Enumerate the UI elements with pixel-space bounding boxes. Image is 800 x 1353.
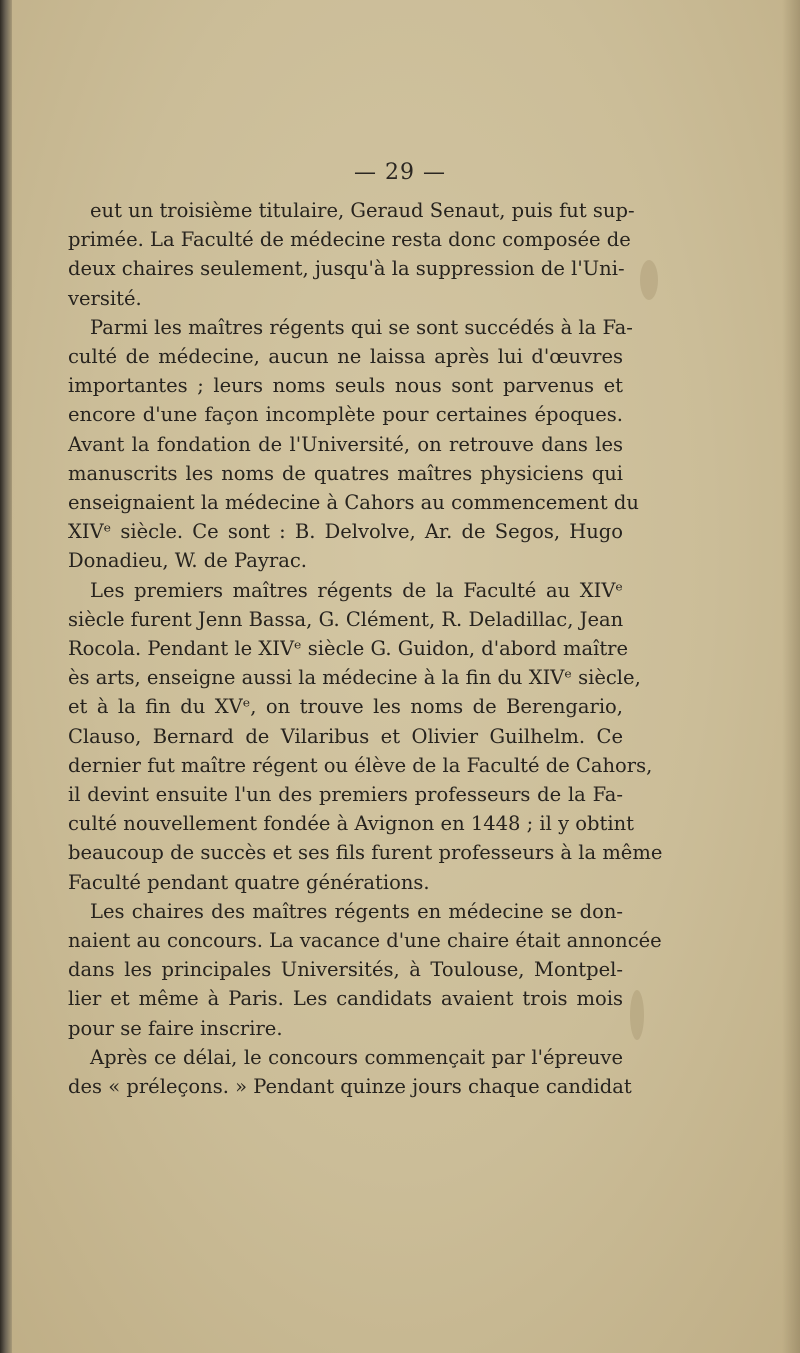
text-line: primée. La Faculté de médecine resta donc composée de bbox=[68, 228, 631, 252]
text-line: XIVᵉ siècle. Ce sont : B. Delvolve, Ar. de Segos, Hugo bbox=[68, 520, 623, 544]
text-line: Les premiers maîtres régents de la Faculté au XIVᵉ bbox=[90, 578, 623, 602]
text-line: Avant la fondation de l'Université, on retrouve dans les bbox=[68, 432, 623, 456]
text-line: Les chaires des maîtres régents en médecine se don- bbox=[90, 899, 623, 923]
text-line: siècle furent Jenn Bassa, G. Clément, R. Deladillac, Jean bbox=[68, 607, 624, 631]
text-line: culté de médecine, aucun ne laissa après lui d'œuvres bbox=[68, 345, 623, 369]
text-line: naient au concours. La vacance d'une chaire était annoncée bbox=[68, 929, 662, 953]
paper-stain bbox=[630, 990, 644, 1040]
text-line: versité. bbox=[68, 286, 142, 310]
text-line: importantes ; leurs noms seuls nous sont parvenus et bbox=[68, 374, 623, 398]
text-line: des « préleçons. » Pendant quinze jours chaque candidat bbox=[68, 1075, 632, 1099]
paragraph bbox=[68, 1043, 632, 1101]
text-line: encore d'une façon incomplète pour certaines époques. bbox=[68, 403, 623, 427]
text-line: ès arts, enseigne aussi la médecine à la fin du XIVᵉ siècle, bbox=[68, 666, 641, 690]
paper-stain bbox=[640, 260, 658, 300]
text-line: il devint ensuite l'un des premiers professeurs de la Fa- bbox=[68, 783, 623, 807]
body-text bbox=[68, 196, 663, 1101]
paragraph bbox=[68, 313, 639, 576]
text-line: culté nouvellement fondée à Avignon en 1448 ; il y obtint bbox=[68, 812, 634, 836]
text-line: beaucoup de succès et ses fils furent professeurs à la même bbox=[68, 841, 663, 865]
paragraph bbox=[68, 196, 635, 313]
paragraph bbox=[68, 897, 662, 1043]
text-line: dans les principales Universités, à Toulouse, Montpel- bbox=[68, 958, 623, 982]
text-line: Après ce délai, le concours commençait par l'épreuve bbox=[90, 1045, 623, 1069]
text-line: Clauso, Bernard de Vilaribus et Olivier Guilhelm. Ce bbox=[68, 724, 623, 748]
text-line: pour se faire inscrire. bbox=[68, 1016, 283, 1040]
text-line: lier et même à Paris. Les candidats avaient trois mois bbox=[68, 987, 623, 1011]
text-line: manuscrits les noms de quatres maîtres physiciens qui bbox=[68, 461, 623, 485]
text-line: Parmi les maîtres régents qui se sont succédés à la Fa- bbox=[90, 315, 633, 339]
text-line: dernier fut maître régent ou élève de la Faculté de Cahors, bbox=[68, 753, 653, 777]
text-line: Donadieu, W. de Payrac. bbox=[68, 549, 307, 573]
text-line: deux chaires seulement, jusqu'à la suppression de l'Uni- bbox=[68, 257, 625, 281]
page-binding-shadow bbox=[0, 0, 12, 1353]
text-line: enseignaient la médecine à Cahors au commencement du bbox=[68, 491, 639, 515]
text-line: eut un troisième titulaire, Geraud Senaut, puis fut sup- bbox=[90, 199, 635, 222]
text-line: et à la fin du XVᵉ, on trouve les noms de Berengario, bbox=[68, 695, 623, 719]
page-number: — 29 — bbox=[354, 160, 446, 185]
page-edge-shadow bbox=[782, 0, 800, 1353]
text-line: Faculté pendant quatre générations. bbox=[68, 870, 430, 894]
paragraph bbox=[68, 576, 663, 897]
text-line: Rocola. Pendant le XIVᵉ siècle G. Guidon, d'abord maître bbox=[68, 637, 629, 661]
